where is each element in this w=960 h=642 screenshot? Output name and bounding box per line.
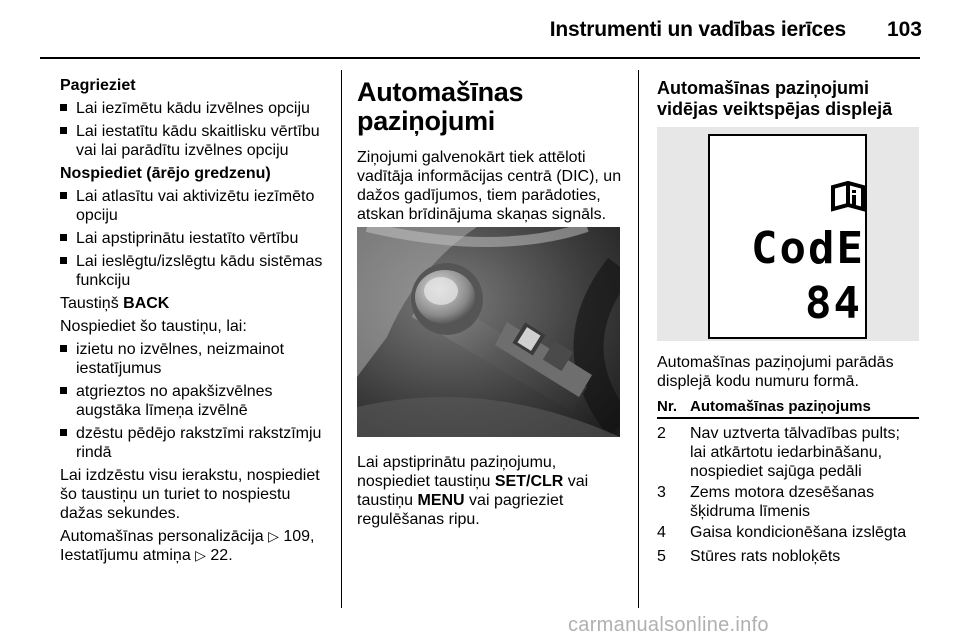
xref-personalization[interactable]: Automašīnas personalizācija ▷ 109,	[60, 528, 315, 545]
display-caption: Automašīnas paziņojumi parādās displejā kodu numuru formā.	[657, 354, 894, 390]
column-middle	[357, 76, 627, 228]
cross-references	[60, 527, 335, 565]
list-item: Lai atlasītu vai aktivizētu iezīmēto opciju	[60, 187, 335, 225]
confirm-paragraph: Lai apstiprinātu paziņojumu, nospiediet taustiņu SET/CLR vai taustiņu MENU vai pagrieziet regulēšanas ripu.	[357, 454, 589, 528]
column-divider-1	[341, 70, 342, 608]
page-header	[0, 0, 960, 62]
watermark: carmanualsonline.info	[568, 614, 769, 636]
column-right	[657, 76, 922, 128]
list-item: izietu no izvēlnes, neizmainot iestatījumus	[60, 340, 335, 378]
page-number: 103	[886, 18, 922, 41]
list-item: dzēstu pēdējo rakstzīmi rakstzīmju rindā	[60, 424, 335, 462]
list-item: Lai apstiprinātu iestatīto vērtību	[60, 229, 335, 248]
section-heading: Automašīnas paziņojumi vidējas veiktspējas displejā	[657, 78, 893, 119]
dic-display	[657, 127, 919, 341]
back-intro: Nospiediet šo taustiņu, lai:	[60, 318, 247, 335]
section-heading: Automašīnas paziņojumi	[357, 77, 524, 136]
intro-paragraph: Ziņojumi galvenokārt tiek attēloti vadītāja informācijas centrā (DIC), un dažos gadījumos, tiem parādoties, atskan brīdinājuma skaņas signāls.	[357, 149, 622, 223]
chapter-title: Instrumenti un vadības ierīces	[549, 18, 846, 41]
back-key-label: Taustiņš BACK	[60, 295, 170, 312]
list-item: Lai iestatītu kādu skaitlisku vērtību vai lai parādītu izvēlnes opciju	[60, 122, 335, 160]
bullet-icon	[60, 345, 67, 352]
set-clr-key: SET/CLR	[494, 473, 564, 490]
display-code-word: CodE	[751, 223, 865, 274]
list-item: Lai ieslēgtu/izslēgtu kādu sistēmas funkciju	[60, 252, 335, 290]
table-header	[657, 398, 919, 419]
xref-settings-memory[interactable]: Iestatījumu atmiņa ▷ 22.	[60, 547, 233, 564]
arrow-icon: ▷	[195, 547, 206, 563]
erase-paragraph: Lai izdzēstu visu ierakstu, nospiediet šo taustiņu un turiet to nospiestu dažas sekundes.	[60, 467, 320, 522]
bullet-icon	[60, 104, 67, 111]
bullet-icon	[60, 234, 67, 241]
arrow-icon: ▷	[268, 528, 279, 544]
press-label: Nospiediet (ārējo gredzenu)	[60, 165, 271, 182]
menu-key: MENU	[417, 492, 465, 509]
bullet-icon	[60, 127, 67, 134]
bullet-icon	[60, 429, 67, 436]
column-left	[60, 76, 335, 565]
display-illustration	[657, 127, 919, 341]
bullet-icon	[60, 257, 67, 264]
list-item: Lai iezīmētu kādu izvēlnes opciju	[60, 99, 335, 118]
stalk-photo	[357, 227, 620, 437]
turn-label: Pagrieziet	[60, 77, 136, 94]
column-divider-2	[638, 70, 639, 608]
steering-stalk-illustration	[357, 227, 620, 437]
display-code-number: 84	[805, 278, 862, 329]
list-item: atgrieztos no apakšizvēlnes augstāka līmeņa izvēlnē	[60, 382, 335, 420]
header-rule	[40, 57, 920, 59]
col-header-nr: Nr.	[657, 398, 678, 415]
bullet-icon	[60, 192, 67, 199]
bullet-icon	[60, 387, 67, 394]
col-header-message: Automašīnas paziņojums	[690, 398, 871, 415]
